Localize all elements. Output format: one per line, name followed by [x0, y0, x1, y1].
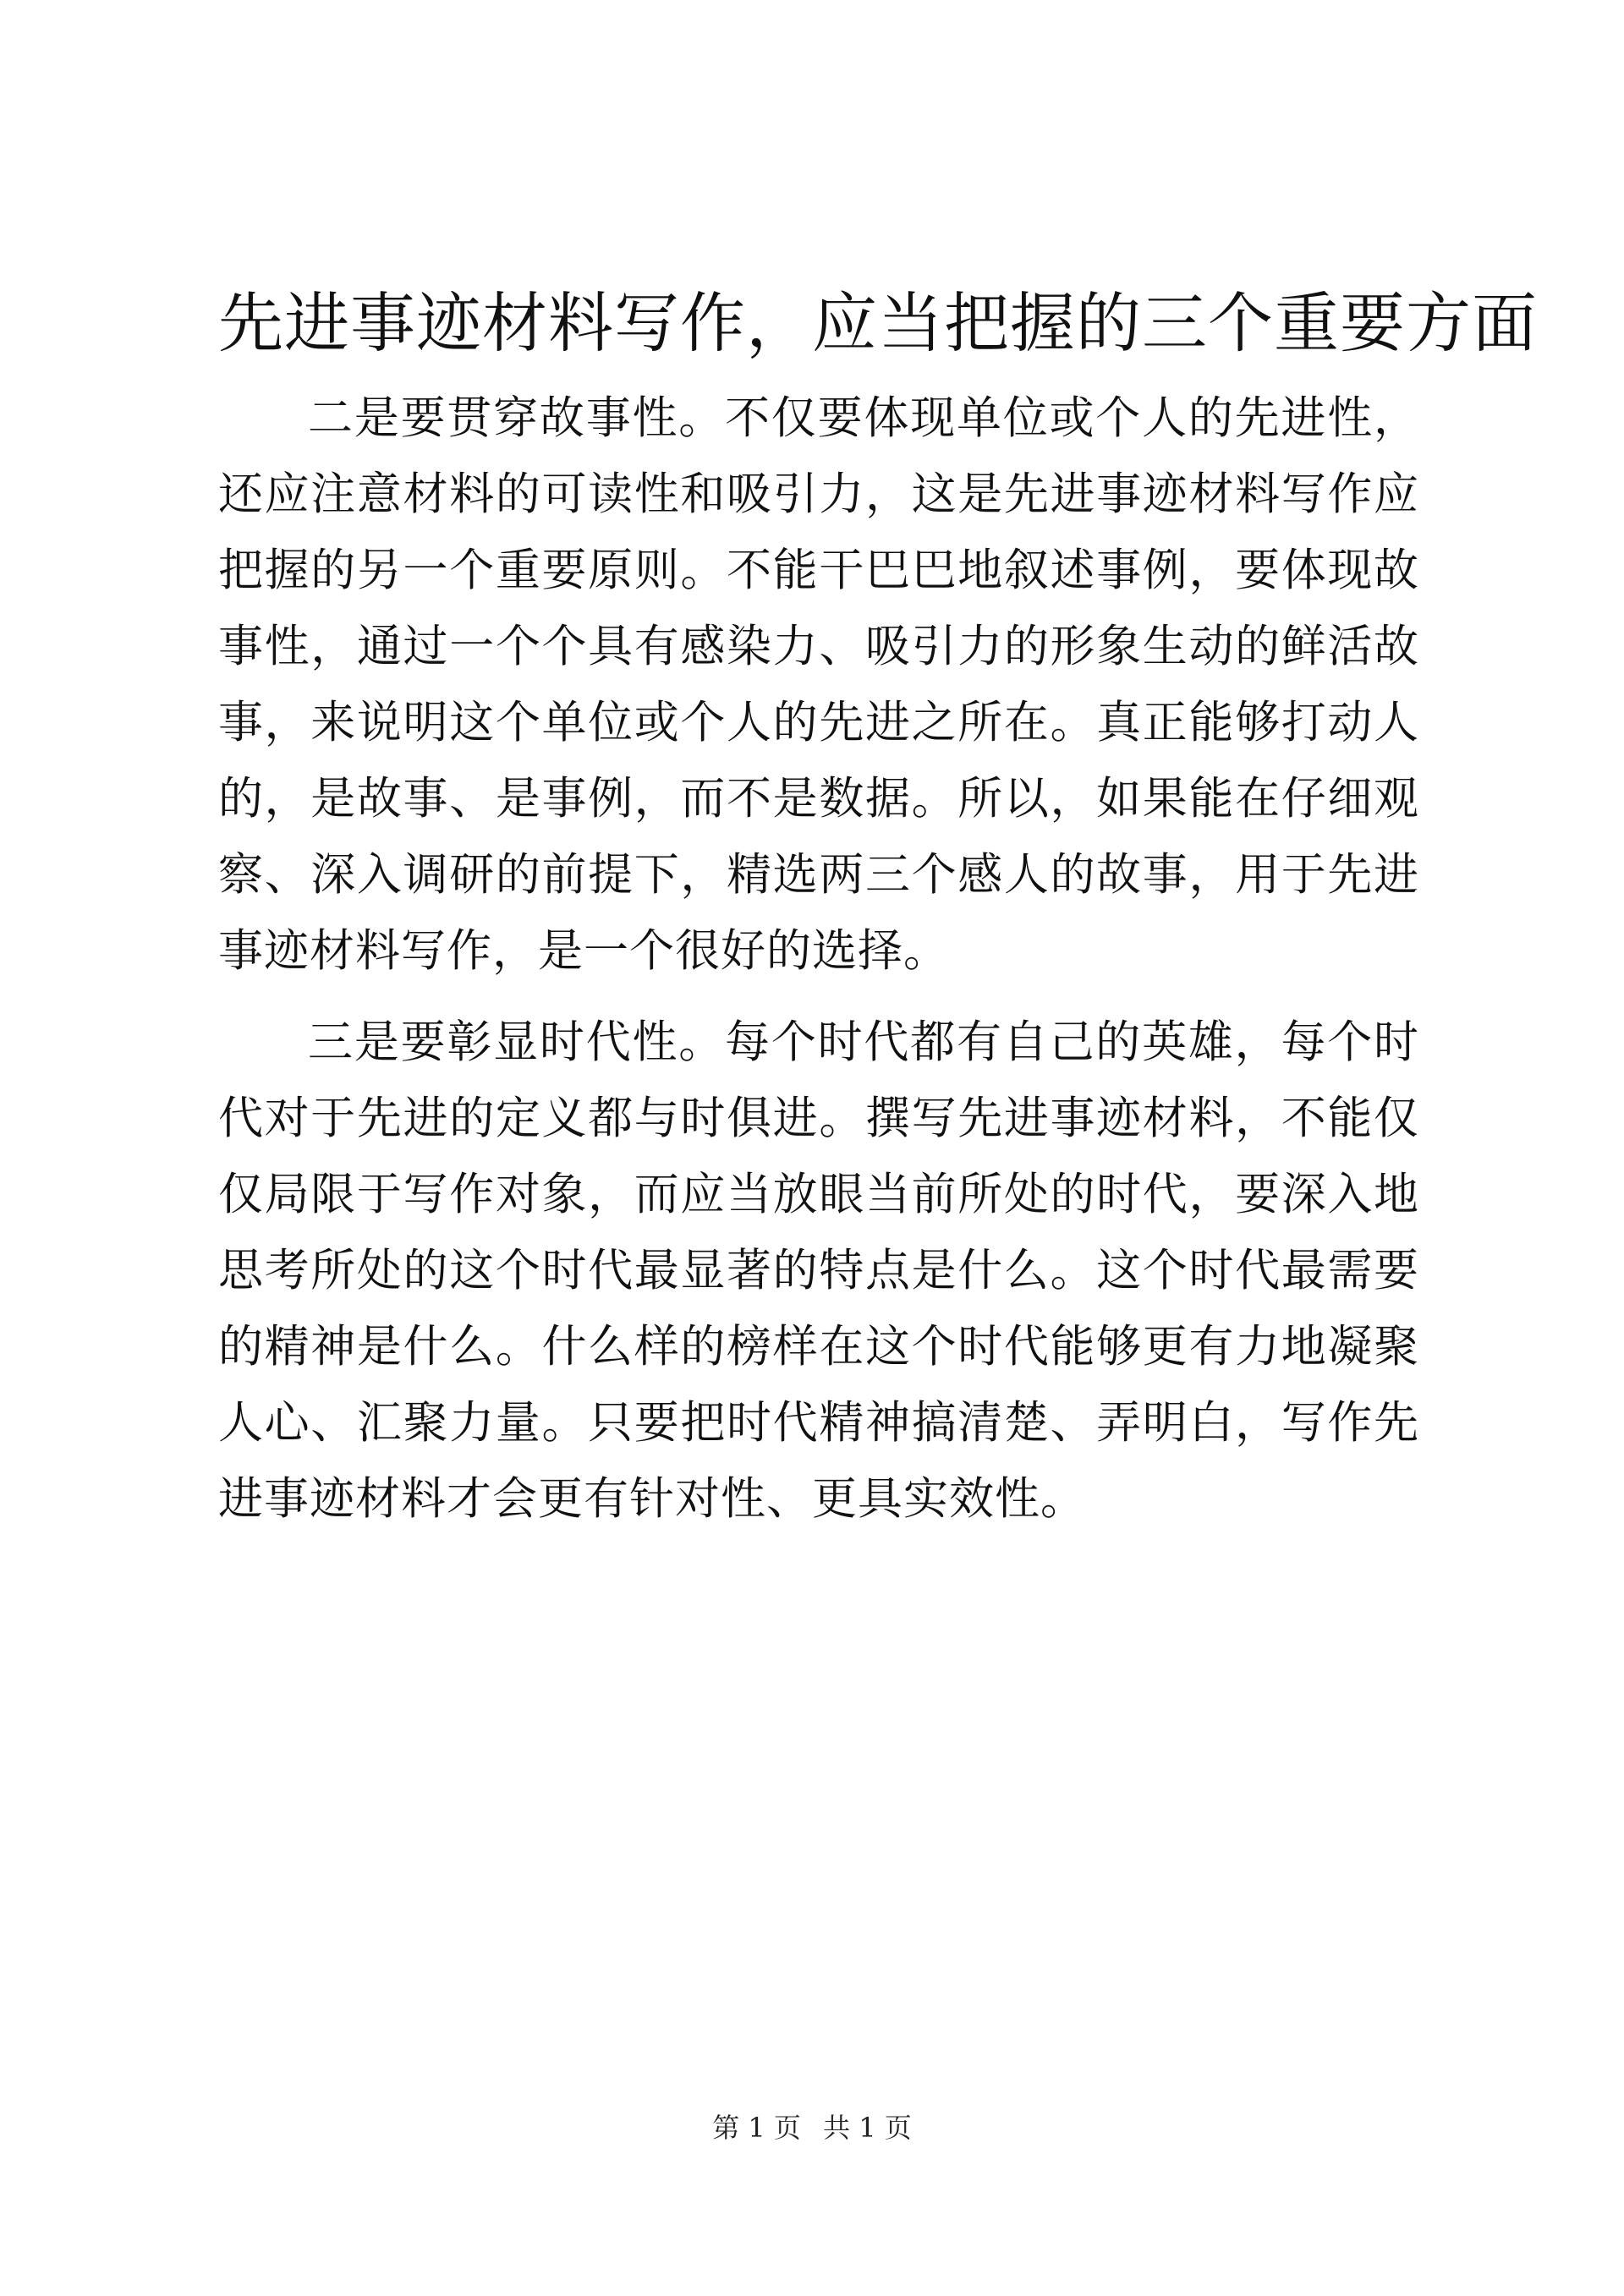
- document-body: [218, 381, 1419, 1553]
- paragraph-storytelling: 二是要贯穿故事性。不仅要体现单位或个人的先进性，还应注意材料的可读性和吸引力，这是先进事迹材料写作应把握的另一个重要原则。不能干巴巴地叙述事例，要体现故事性，通过一个个具有感染力、吸引力的形象生动的鲜活故事，来说明这个单位或个人的先进之所在。真正能够打动人的，是故事、是事例，而不是数据。所以，如果能在仔细观察、深入调研的前提下，精选两三个感人的故事，用于先进事迹材料写作，是一个很好的选择。: [218, 392, 1419, 977]
- paragraph-timeliness: 三是要彰显时代性。每个时代都有自己的英雄，每个时代对于先进的定义都与时俱进。撰写先进事迹材料，不能仅仅局限于写作对象，而应当放眼当前所处的时代，要深入地思考所处的这个时代最显著的特点是什么。这个时代最需要的精神是什么。什么样的榜样在这个时代能够更有力地凝聚人心、汇聚力量。只要把时代精神搞清楚、弄明白，写作先进事迹材料才会更有针对性、更具实效性。: [218, 1016, 1419, 1525]
- page-number: 第 1 页: [712, 2112, 801, 2144]
- total-pages: 共 1 页: [823, 2112, 912, 2144]
- document-title: 先进事迹材料写作，应当把握的三个重要方面: [218, 287, 1538, 362]
- page-footer: [0, 2111, 1624, 2145]
